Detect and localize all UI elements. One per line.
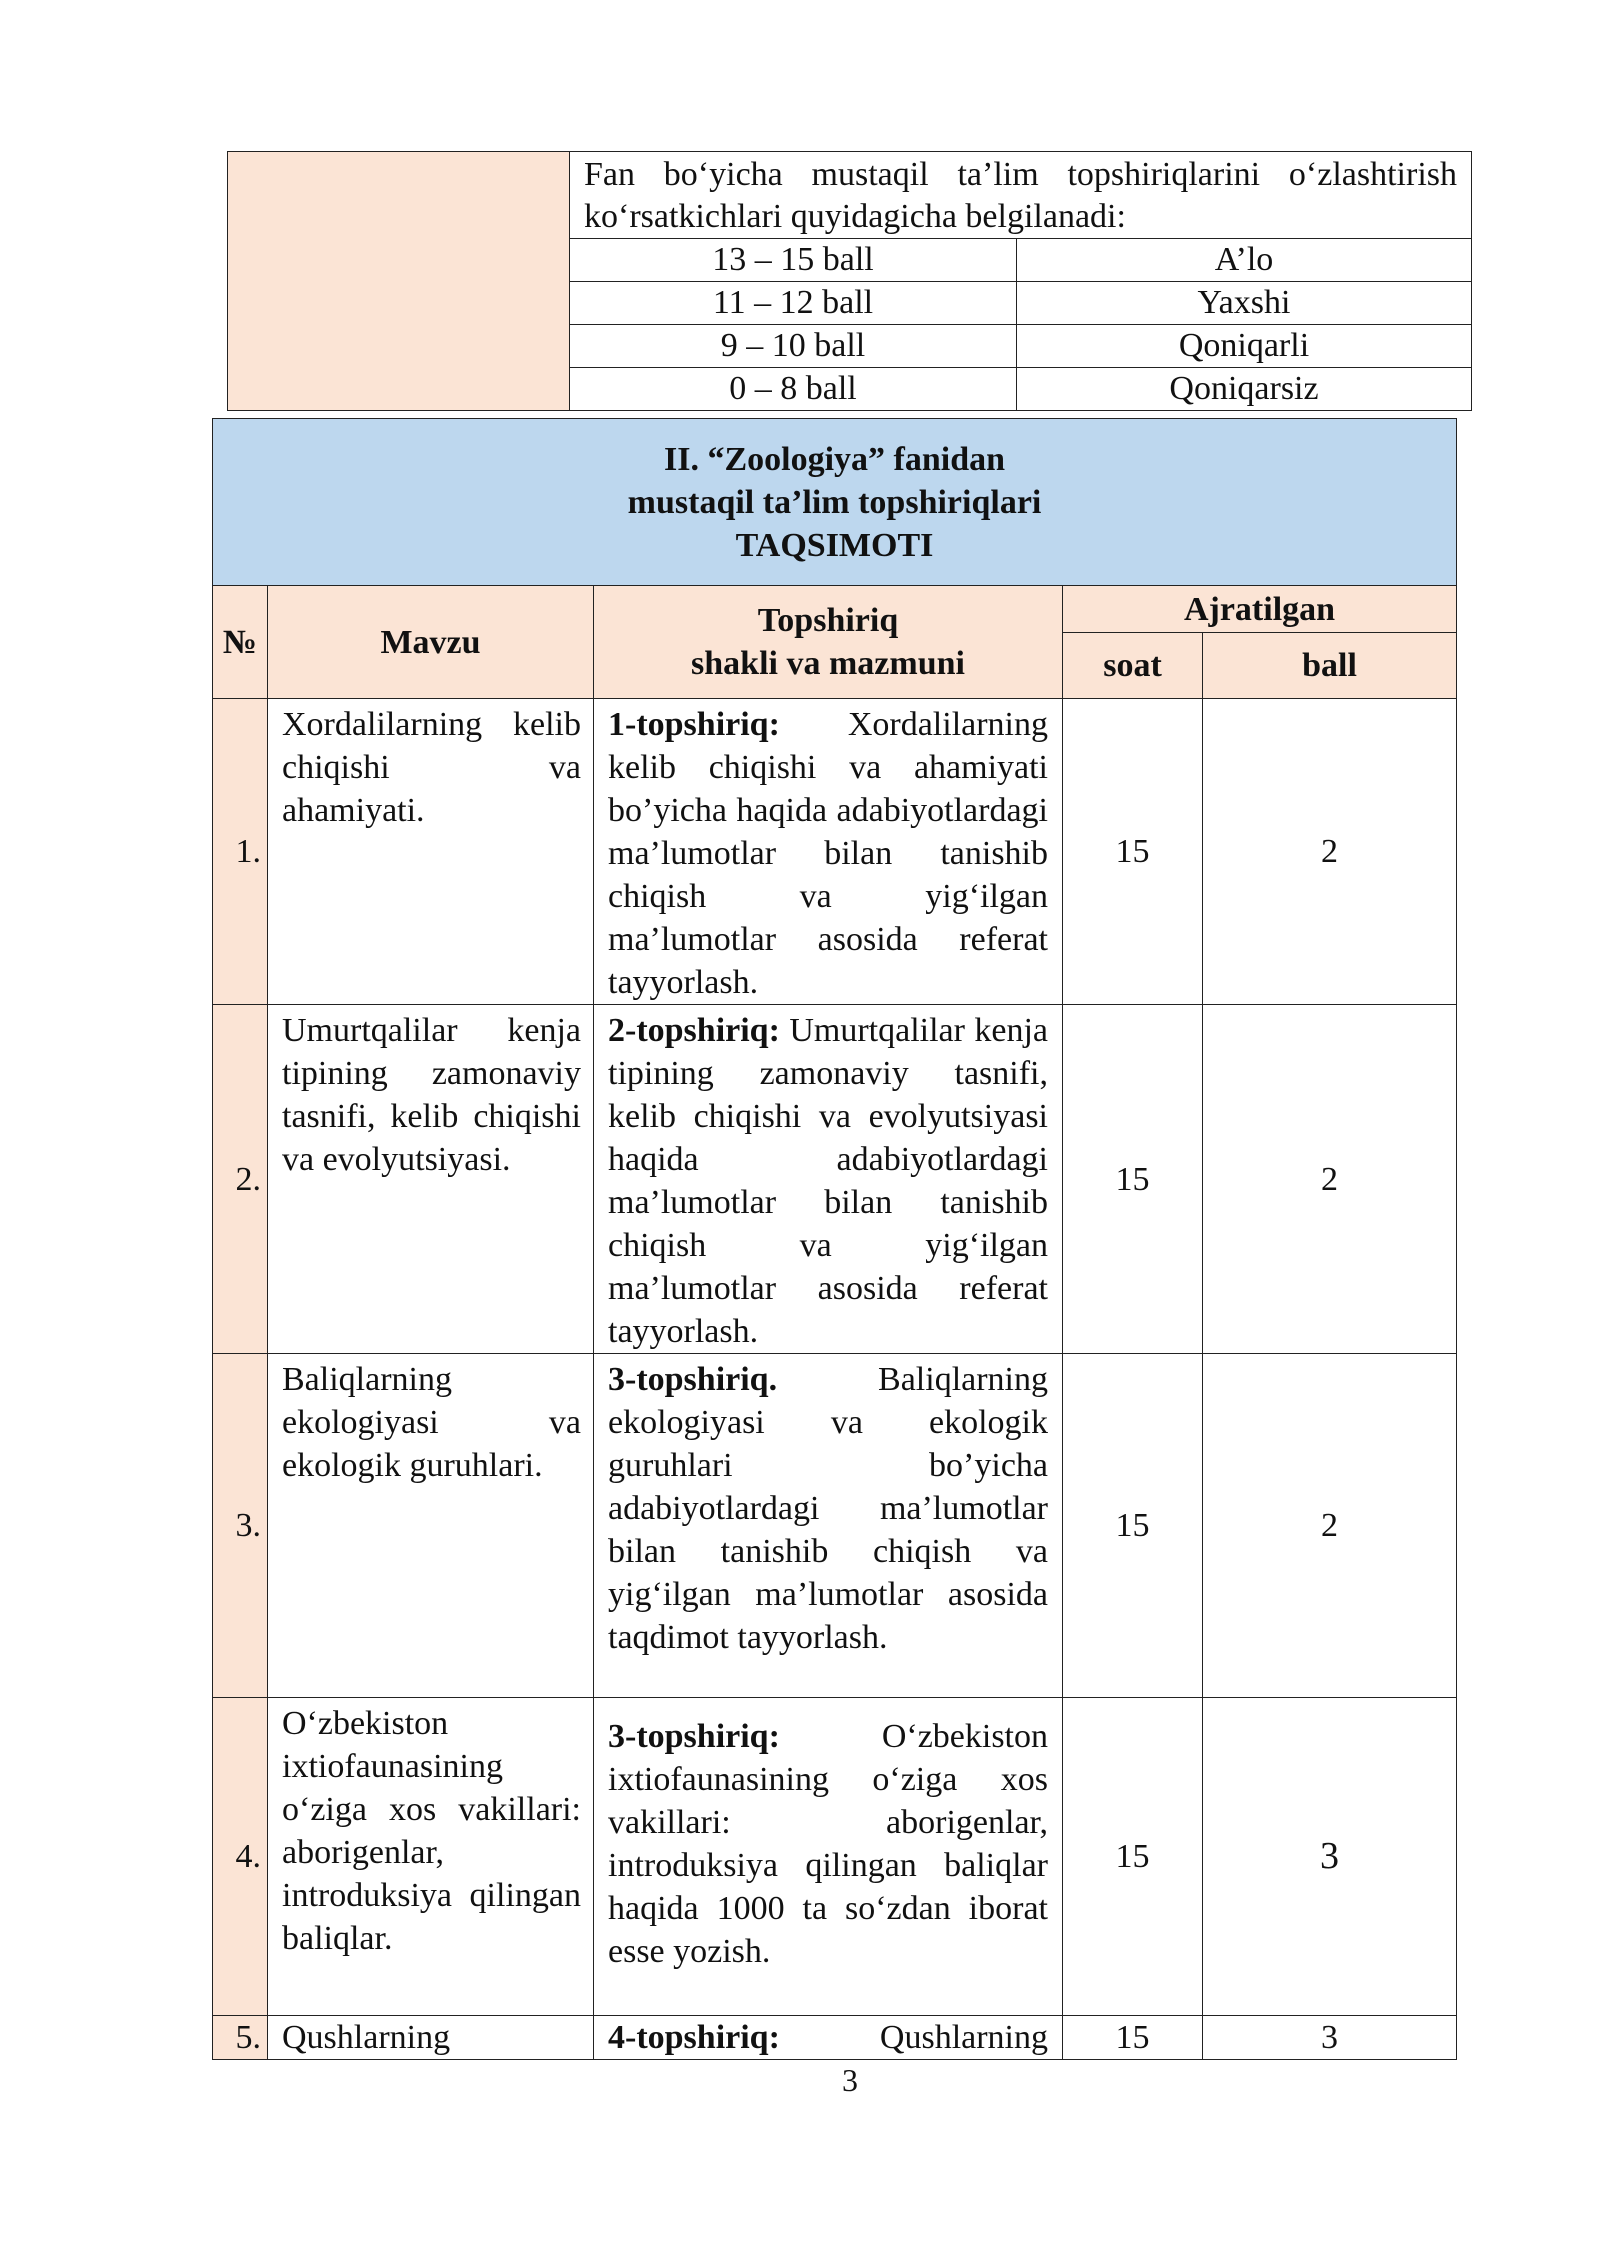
row-hours: 15 (1063, 2016, 1203, 2060)
header-task (594, 586, 1063, 699)
row-task (594, 1354, 1063, 1698)
task-text: Umurtqalilar kenja tipining zamonaviy tasnifi, kelib chiqishi va evolyutsiyasi haqida adabiyotlardagi ma’lumotlar bilan tanishib chiqish va yig‘ilgan ma’lumotlar asosida referat tayyorlash. (608, 1012, 1048, 1350)
row-task (594, 2016, 1063, 2060)
task-label: 4-topshiriq: (608, 2019, 780, 2056)
row-points: 2 (1203, 1354, 1457, 1698)
section-title-line3: TAQSIMOTI (735, 526, 934, 564)
header-allocated: Ajratilgan (1063, 586, 1457, 633)
row-task (594, 699, 1063, 1005)
header-task-line1: Topshiriq (757, 602, 899, 639)
row-hours: 15 (1063, 1005, 1203, 1354)
header-hours: soat (1063, 633, 1203, 699)
page-number: 3 (842, 2062, 858, 2098)
grading-range: 9 – 10 ball (570, 325, 1017, 368)
row-hours: 15 (1063, 1354, 1203, 1698)
row-number: 5. (213, 2016, 268, 2060)
task-text: Xordalilarning kelib chiqishi va ahamiyati bo’yicha haqida adabiyotlardagi ma’lumotlar bilan tanishib chiqish va yig‘ilgan ma’lumotlar asosida referat tayyorlash. (608, 706, 1048, 1001)
header-points: ball (1203, 633, 1457, 699)
grading-left-blank (228, 152, 570, 411)
grading-grade: Yaxshi (1017, 282, 1472, 325)
table-row (213, 2016, 1457, 2060)
row-hours: 15 (1063, 699, 1203, 1005)
row-points: 2 (1203, 1005, 1457, 1354)
grading-intro: Fan bo‘yicha mustaqil ta’lim topshiriqlarini o‘zlashtirish ko‘rsatkichlari quyidagicha belgilanadi: (570, 152, 1472, 239)
row-topic: O‘zbekiston ixtiofaunasining o‘ziga xos vakillari: aborigenlar, introduksiya qilingan baliqlar. (268, 1698, 594, 2016)
row-points: 2 (1203, 699, 1457, 1005)
table-row (213, 1698, 1457, 2016)
grading-range: 0 – 8 ball (570, 368, 1017, 411)
task-label: 3-topshiriq. (608, 1361, 778, 1398)
header-topic: Mavzu (268, 586, 594, 699)
table-row (213, 699, 1457, 1005)
header-num: № (213, 586, 268, 699)
header-task-line2: shakli va mazmuni (691, 645, 965, 682)
grading-range: 11 – 12 ball (570, 282, 1017, 325)
row-topic: Xordalilarning kelib chiqishi va ahamiyati. (268, 699, 594, 1005)
row-points: 3 (1203, 2016, 1457, 2060)
assignments-table (212, 418, 1457, 2060)
section-title (213, 419, 1457, 586)
row-task (594, 1698, 1063, 2016)
task-label: 3-topshiriq: (608, 1717, 780, 1755)
table-row (213, 1005, 1457, 1354)
grading-grade: Qoniqarsiz (1017, 368, 1472, 411)
row-number: 4. (213, 1698, 268, 2016)
grading-grade: Qoniqarli (1017, 325, 1472, 368)
task-text: Qushlarning (779, 2019, 1048, 2056)
row-number: 3. (213, 1354, 268, 1698)
task-text: Baliqlarning ekologiyasi va ekologik guruhlari bo’yicha adabiyotlardagi ma’lumotlar bilan tanishib chiqish va yig‘ilgan ma’lumotlar asosida taqdimot tayyorlash. (608, 1361, 1048, 1656)
grading-range: 13 – 15 ball (570, 239, 1017, 282)
task-label: 2-topshiriq: (608, 1012, 780, 1049)
section-title-line2: mustaqil ta’lim topshiriqlari (627, 483, 1042, 521)
row-task (594, 1005, 1063, 1354)
grading-table (227, 151, 1472, 411)
row-number: 2. (213, 1005, 268, 1354)
row-topic: Umurtqalilar kenja tipining zamonaviy tasnifi, kelib chiqishi va evolyutsiyasi. (268, 1005, 594, 1354)
table-row (213, 1354, 1457, 1698)
section-title-line1: II. “Zoologiya” fanidan (663, 440, 1006, 478)
row-topic: Qushlarning (268, 2016, 594, 2060)
row-number: 1. (213, 699, 268, 1005)
row-topic: Baliqlarning ekologiyasi va ekologik guruhlari. (268, 1354, 594, 1698)
task-text: O‘zbekiston ixtiofaunasining o‘ziga xos vakillari: aborigenlar, introduksiya qilingan baliqlar haqida 1000 ta so‘zdan iborat esse yozish. (608, 1717, 1048, 1970)
grading-grade: A’lo (1017, 239, 1472, 282)
row-points: 3 (1203, 1698, 1457, 2016)
row-hours: 15 (1063, 1698, 1203, 2016)
task-label: 1-topshiriq: (608, 706, 780, 743)
